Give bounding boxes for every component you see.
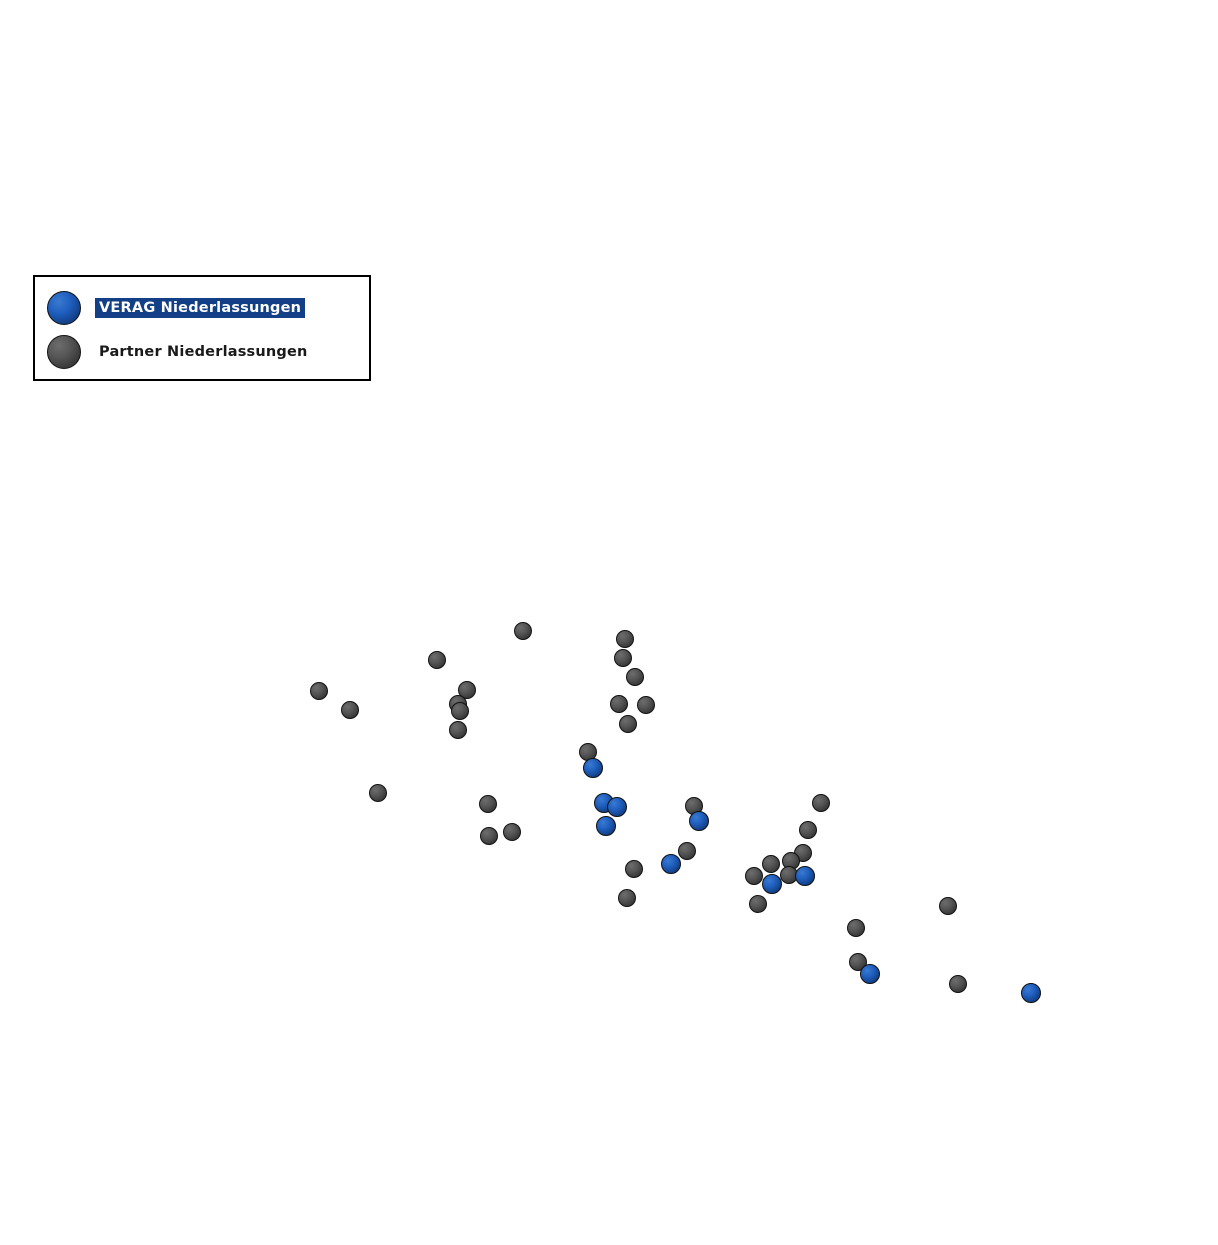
map-marker-partner[interactable] bbox=[637, 696, 655, 714]
map-marker-partner[interactable] bbox=[610, 695, 628, 713]
map-marker-partner[interactable] bbox=[614, 649, 632, 667]
verag-marker-icon bbox=[47, 291, 81, 325]
map-marker-partner[interactable] bbox=[480, 827, 498, 845]
map-marker-partner[interactable] bbox=[625, 860, 643, 878]
map-marker-partner[interactable] bbox=[619, 715, 637, 733]
map-marker-partner[interactable] bbox=[479, 795, 497, 813]
legend-item-partner[interactable] bbox=[47, 335, 312, 369]
map-marker-partner[interactable] bbox=[847, 919, 865, 937]
map-marker-verag[interactable] bbox=[607, 797, 627, 817]
legend-item-label: VERAG Niederlassungen bbox=[95, 298, 305, 318]
map-marker-partner[interactable] bbox=[939, 897, 957, 915]
legend-item-label: Partner Niederlassungen bbox=[99, 344, 308, 360]
map-legend bbox=[33, 275, 371, 381]
map-marker-partner[interactable] bbox=[745, 867, 763, 885]
map-marker-verag[interactable] bbox=[596, 816, 616, 836]
map-marker-partner[interactable] bbox=[341, 701, 359, 719]
map-marker-verag[interactable] bbox=[689, 811, 709, 831]
map-marker-partner[interactable] bbox=[812, 794, 830, 812]
map-marker-partner[interactable] bbox=[616, 630, 634, 648]
map-marker-verag[interactable] bbox=[860, 964, 880, 984]
map-marker-partner[interactable] bbox=[369, 784, 387, 802]
map-marker-verag[interactable] bbox=[1021, 983, 1041, 1003]
map-marker-partner[interactable] bbox=[514, 622, 532, 640]
map-marker-verag[interactable] bbox=[583, 758, 603, 778]
map-marker-partner[interactable] bbox=[449, 721, 467, 739]
map-marker-partner[interactable] bbox=[799, 821, 817, 839]
map-marker-partner[interactable] bbox=[503, 823, 521, 841]
map-marker-verag[interactable] bbox=[795, 866, 815, 886]
map-marker-partner[interactable] bbox=[451, 702, 469, 720]
map-marker-verag[interactable] bbox=[661, 854, 681, 874]
map-marker-partner[interactable] bbox=[626, 668, 644, 686]
map-marker-partner[interactable] bbox=[428, 651, 446, 669]
map-marker-partner[interactable] bbox=[310, 682, 328, 700]
map-marker-partner[interactable] bbox=[949, 975, 967, 993]
map-marker-verag[interactable] bbox=[762, 874, 782, 894]
legend-item-verag[interactable] bbox=[47, 291, 305, 325]
map-marker-partner[interactable] bbox=[749, 895, 767, 913]
map-marker-partner[interactable] bbox=[678, 842, 696, 860]
partner-marker-icon bbox=[47, 335, 81, 369]
map-marker-partner[interactable] bbox=[762, 855, 780, 873]
map-marker-partner[interactable] bbox=[618, 889, 636, 907]
